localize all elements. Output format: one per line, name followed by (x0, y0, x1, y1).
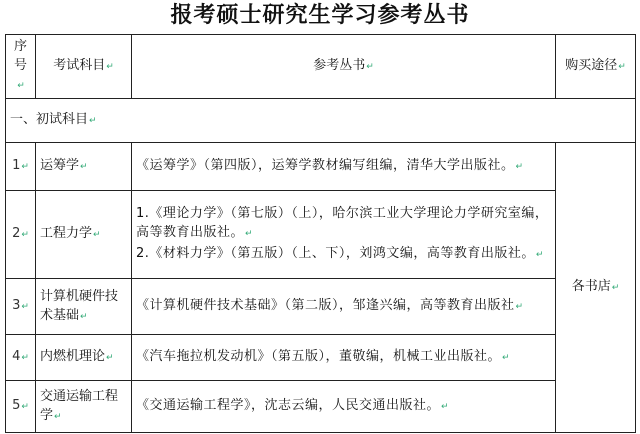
row-subject: 内燃机理论↵ (36, 335, 132, 381)
row-books: 1.《理论力学》（第七版）（上），哈尔滨工业大学理论力学研究室编，高等教育出版社。↵ 2.《材料力学》（第五版）（上、下），刘鸿文编，高等教育出版社。↵ (132, 191, 556, 279)
header-row (6, 35, 636, 99)
row-subject: 交通运输工程学↵ (36, 381, 132, 433)
row-subject: 工程力学↵ (36, 191, 132, 279)
section-label: 一、初试科目↵ (6, 99, 636, 143)
row-index: 1↵ (6, 143, 36, 191)
document-title: 报考硕士研究生学习参考丛书 (170, 2, 470, 28)
row-subject: 计算机硬件技术基础↵ (36, 279, 132, 335)
table-row (6, 279, 636, 335)
row-index: 4↵ (6, 335, 36, 381)
table-row (6, 143, 636, 191)
header-books: 参考丛书↵ (132, 35, 556, 99)
table-row (6, 191, 636, 279)
row-books: 《交通运输工程学》，沈志云编，人民交通出版社。↵ (132, 381, 556, 433)
header-index: 序号↵ (6, 35, 36, 99)
row-index: 2↵ (6, 191, 36, 279)
table-row (6, 381, 636, 433)
row-books: 《汽车拖拉机发动机》（第五版），董敬编，机械工业出版社。↵ (132, 335, 556, 381)
header-subject: 考试科目↵ (36, 35, 132, 99)
row-subject: 运筹学↵ (36, 143, 132, 191)
reference-table (5, 34, 636, 433)
purchase-cell: 各书店↵ (556, 143, 636, 433)
row-books: 《计算机硬件技术基础》（第二版），邹逢兴编，高等教育出版社↵ (132, 279, 556, 335)
header-purchase: 购买途径↵ (556, 35, 636, 99)
row-books: 《运筹学》（第四版），运筹学教材编写组编，清华大学出版社。↵ (132, 143, 556, 191)
table-row (6, 335, 636, 381)
row-index: 3↵ (6, 279, 36, 335)
section-row (6, 99, 636, 143)
row-index: 5↵ (6, 381, 36, 433)
